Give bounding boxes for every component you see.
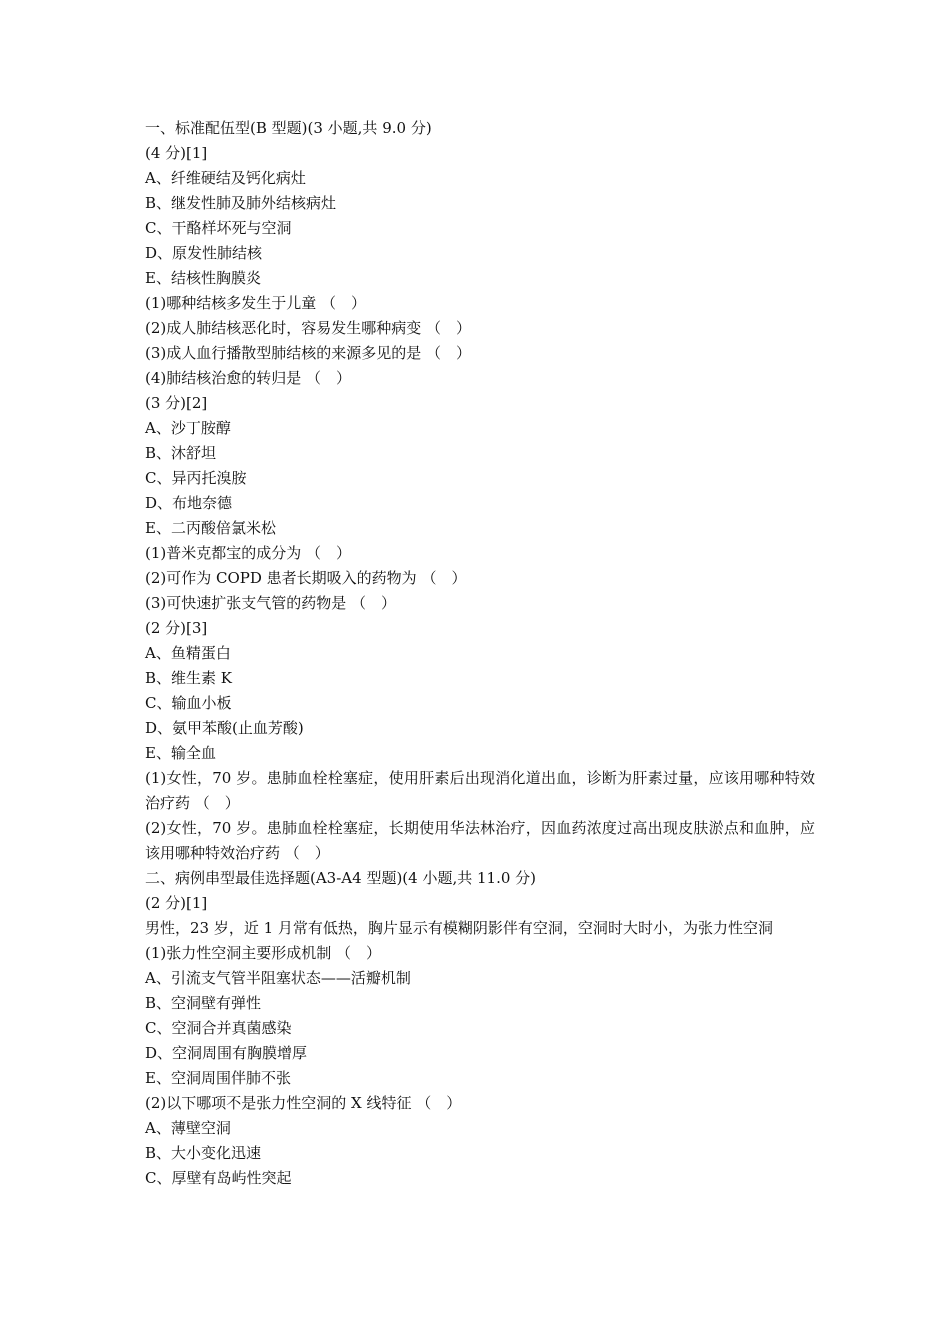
s2-q1-sub-1-option-b: B、空洞壁有弹性: [145, 994, 262, 1012]
s1-q3-option-b: B、维生素 K: [145, 669, 232, 687]
s2-q1-score: (2 分)[1]: [145, 894, 208, 912]
s1-q3-option-a: A、鱼精蛋白: [145, 644, 231, 662]
s1-q3-option-d: D、氨甲苯酸(止血芳酸): [145, 719, 304, 737]
s1-q1-sub-4: (4)肺结核治愈的转归是 （ ）: [145, 369, 352, 387]
s1-q2-option-e: E、二丙酸倍氯米松: [145, 519, 276, 537]
s1-q1-option-c: C、干酪样坏死与空洞: [145, 219, 292, 237]
document-page: [145, 116, 815, 1191]
s1-q2-sub-2: (2)可作为 COPD 患者长期吸入的药物为 （ ）: [145, 569, 467, 587]
s2-q1-sub-1-option-a: A、引流支气管半阻塞状态——活瓣机制: [145, 969, 411, 987]
s2-q1-stem: 男性，23 岁，近 1 月常有低热，胸片显示有模糊阴影伴有空洞，空洞时大时小，为张力性空洞: [145, 919, 773, 937]
section-2-heading: 二、病例串型最佳选择题(A3-A4 型题)(4 小题,共 11.0 分): [145, 869, 537, 887]
s1-q1-sub-2: (2)成人肺结核恶化时，容易发生哪种病变 （ ）: [145, 319, 472, 337]
s1-q3-sub-1: (1)女性，70 岁。患肺血栓栓塞症，使用肝素后出现消化道出血，诊断为肝素过量，应该用哪种特效治疗药 （ ）: [145, 769, 815, 812]
s1-q3-score: (2 分)[3]: [145, 619, 208, 637]
s1-q2-option-d: D、布地奈德: [145, 494, 233, 512]
s1-q2-score: (3 分)[2]: [145, 394, 208, 412]
s2-q1-sub-1-question: (1)张力性空洞主要形成机制 （ ）: [145, 944, 382, 962]
s1-q2-option-b: B、沐舒坦: [145, 444, 217, 462]
s2-q1-sub-1-option-c: C、空洞合并真菌感染: [145, 1019, 292, 1037]
s1-q1-option-e: E、结核性胸膜炎: [145, 269, 261, 287]
s1-q2-option-c: C、异丙托溴胺: [145, 469, 247, 487]
s1-q1-option-b: B、继发性肺及肺外结核病灶: [145, 194, 337, 212]
section-1-heading: 一、标准配伍型(B 型题)(3 小题,共 9.0 分): [145, 119, 432, 137]
s1-q1-sub-3: (3)成人血行播散型肺结核的来源多见的是 （ ）: [145, 344, 472, 362]
s1-q3-option-c: C、输血小板: [145, 694, 232, 712]
s1-q1-option-d: D、原发性肺结核: [145, 244, 263, 262]
s1-q1-sub-1: (1)哪种结核多发生于儿童 （ ）: [145, 294, 367, 312]
s1-q3-sub-2: (2)女性，70 岁。患肺血栓栓塞症，长期使用华法林治疗，因血药浓度过高出现皮肤淤点和血肿，应该用哪种特效治疗药 （ ）: [145, 819, 815, 862]
s2-q1-sub-1-option-e: E、空洞周围伴肺不张: [145, 1069, 291, 1087]
s2-q1-sub-2-option-b: B、大小变化迅速: [145, 1144, 262, 1162]
s2-q1-sub-2-question: (2)以下哪项不是张力性空洞的 X 线特征 （ ）: [145, 1094, 462, 1112]
s1-q2-sub-1: (1)普米克都宝的成分为 （ ）: [145, 544, 352, 562]
s2-q1-sub-1-option-d: D、空洞周围有胸膜增厚: [145, 1044, 308, 1062]
s1-q2-option-a: A、沙丁胺醇: [145, 419, 231, 437]
s1-q2-sub-3: (3)可快速扩张支气管的药物是 （ ）: [145, 594, 397, 612]
s2-q1-sub-2-option-a: A、薄壁空洞: [145, 1119, 231, 1137]
s1-q3-option-e: E、输全血: [145, 744, 216, 762]
s1-q1-option-a: A、纤维硬结及钙化病灶: [145, 169, 306, 187]
s1-q1-score: (4 分)[1]: [145, 144, 208, 162]
s2-q1-sub-2-option-c: C、厚壁有岛屿性突起: [145, 1169, 292, 1187]
